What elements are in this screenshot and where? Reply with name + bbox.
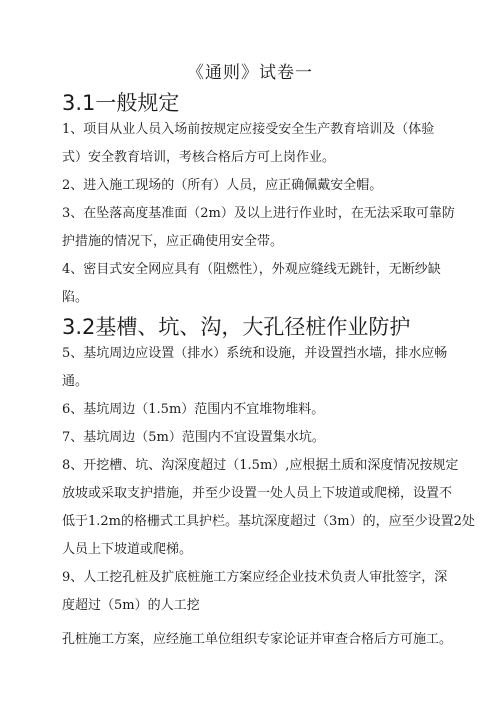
paragraph-line: 4、密目式安全网应具有（阻燃性），外观应缝线无跳针，无断纱缺 (62, 262, 441, 277)
paragraph-line: 6、基坑周边（1.5m）范围内不宜堆物堆料。 (62, 402, 325, 417)
paragraph-line: 人员上下坡道或爬梯。 (62, 542, 193, 557)
paragraph-line: 通。 (62, 374, 89, 389)
section-heading-3-1: 3.1一般规定 (62, 91, 180, 115)
paragraph-line: 1、项目从业人员入场前按规定应接受安全生产教育培训及（体验 (62, 122, 435, 137)
paragraph-line: 7、基坑周边（5m）范围内不宜设置集水坑。 (62, 430, 325, 445)
paragraph-line: 5、基坑周边应设置（排水）系统和设施，并设置挡水墙，排水应畅 (62, 346, 448, 361)
section-heading-3-2: 3.2基槽、坑、沟，大孔径桩作业防护 (62, 315, 411, 339)
paragraph-line: 低于1.2m的格栅式工具护栏。基坑深度超过（3m）的，应至少设置2处 (62, 514, 475, 529)
paragraph-line: 陷。 (62, 290, 89, 305)
paragraph-line: 式）安全教育培训，考核合格后方可上岗作业。 (62, 150, 336, 165)
paragraph-line: 孔桩施工方案，应经施工单位组织专家论证并审查合格后方可施工。 (62, 632, 453, 647)
paragraph-line: 度超过（5m）的人工挖 (62, 598, 200, 613)
paragraph-line: 放坡或采取支护措施，并至少设置一处人员上下坡道或爬梯，设置不 (62, 486, 453, 501)
document-title: 《通则》试卷一 (187, 63, 313, 83)
paragraph-line: 3、在坠落高度基准面（2m）及以上进行作业时，在无法采取可靠防 (62, 206, 455, 221)
paragraph-line: 9、人工挖孔桩及扩底桩施工方案应经企业技术负责人审批签字，深 (62, 570, 448, 585)
paragraph-line: 8、开挖槽、坑、沟深度超过（1.5m）,应根据土质和深度情况按规定 (62, 458, 459, 473)
paragraph-line: 护措施的情况下，应正确使用安全带。 (62, 234, 284, 249)
paragraph-line: 2、进入施工现场的（所有）人员，应正确佩戴安全帽。 (62, 178, 383, 193)
